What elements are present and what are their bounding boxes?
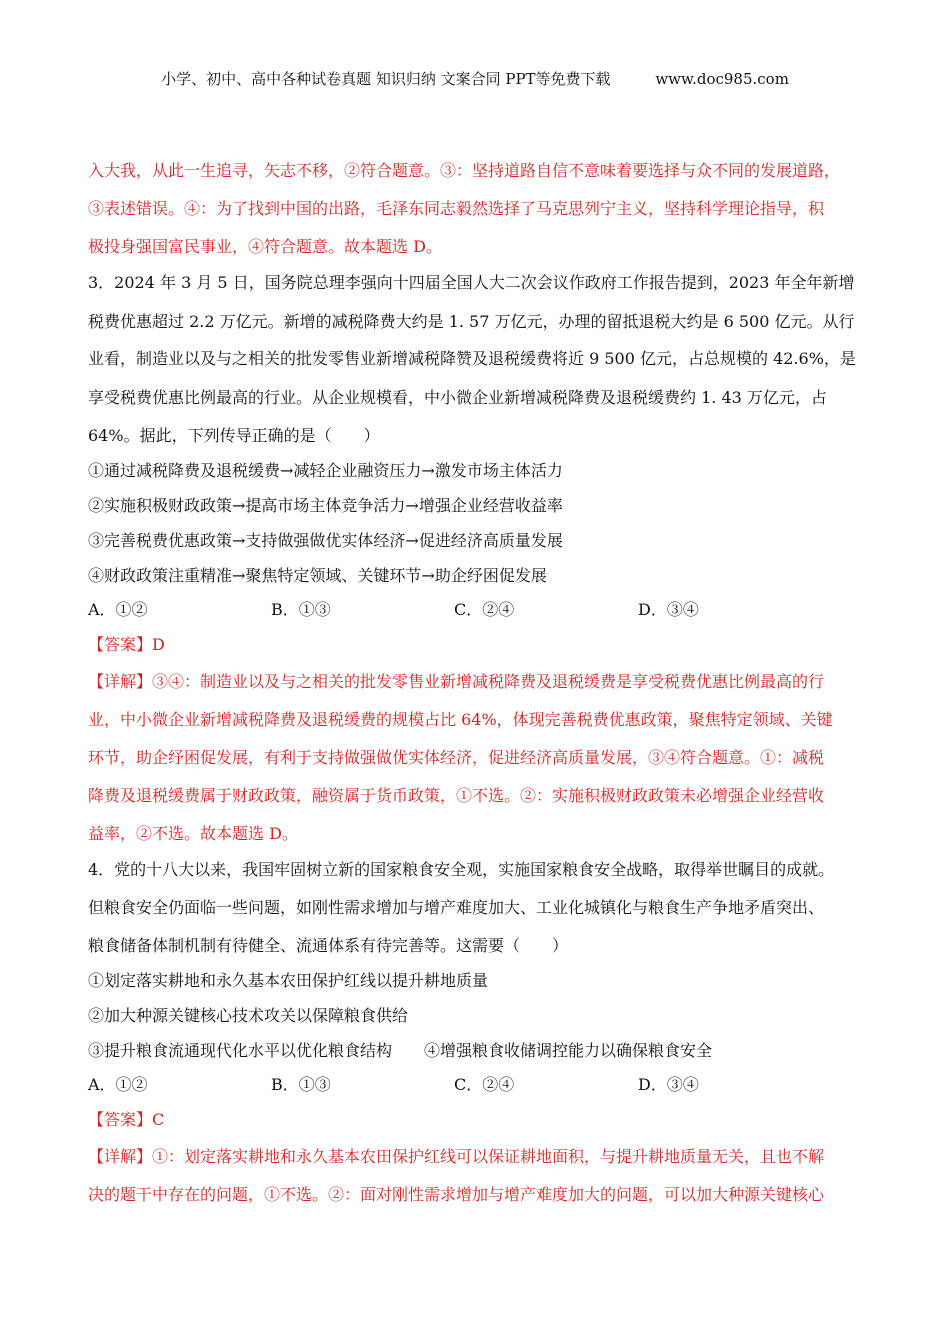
question-4-line: 4．党的十八大以来，我国牢固树立新的国家粮食安全观，实施国家粮食安全战略，取得举世瞩目的成就。 — [88, 860, 835, 879]
header-text: 小学、初中、高中各种试卷真题 知识归纳 文案合同 PPT等免费下载 — [161, 70, 611, 88]
q4-explanation: 【详解】①：划定落实耕地和永久基本农田保护红线可以保证耕地面积，与提升耕地质量无关，且也不解 — [88, 1147, 825, 1166]
question-3-item: ②实施积极财政政策→提高市场主体竞争活力→增强企业经营收益率 — [88, 496, 563, 515]
question-3-item: ③完善税费优惠政策→支持做强做优实体经济→促进经济高质量发展 — [88, 531, 563, 550]
question-3-line: 业看，制造业以及与之相关的批发零售业新增减税降赞及退税缓费将近 9 500 亿元，占总规模的 42.6%，是 — [88, 349, 856, 368]
q4-explanation: 决的题干中存在的问题，①不选。②：面对刚性需求增加与增产难度加大的问题，可以加大种源关键核心 — [88, 1185, 825, 1204]
question-3-line: 3．2024 年 3 月 5 日，国务院总理李强向十四届全国人大二次会议作政府工作报告提到，2023 年全年新增 — [88, 273, 855, 292]
page-header — [0, 68, 950, 89]
q3-option-a: A．①② — [88, 600, 148, 619]
q3-option-d: D．③④ — [638, 600, 699, 619]
text-line: 入大我，从此一生追寻，矢志不移，②符合题意。③：坚持道路自信不意味着要选择与众不同的发展道路， — [88, 161, 841, 180]
question-4-item: ②加大种源关键核心技术攻关以保障粮食供给 — [88, 1006, 409, 1025]
question-3-line: 税费优惠超过 2.2 万亿元。新增的减税降费大约是 1. 57 万亿元，办理的留抵退税大约是 6 500 亿元。从行 — [88, 312, 855, 331]
question-3-item: ④财政政策注重精准→聚焦特定领域、关键环节→助企纾困促发展 — [88, 566, 547, 585]
q4-option-b: B．①③ — [271, 1075, 331, 1094]
text-line: ③表述错误。④：为了找到中国的出路，毛泽东同志毅然选择了马克思列宁主义，坚持科学理论指导，积 — [88, 199, 825, 218]
question-3-line: 64%。据此，下列传导正确的是（ ） — [88, 426, 380, 445]
q3-explanation: 【详解】③④：制造业以及与之相关的批发零售业新增减税降费及退税缓费是享受税费优惠比例最高的行 — [88, 672, 825, 691]
question-4-line: 粮食储备体制机制有待健全、流通体系有待完善等。这需要（ ） — [88, 936, 569, 955]
header-site[interactable]: www.doc985.com — [655, 70, 789, 88]
q4-option-a: A．①② — [88, 1075, 148, 1094]
q3-explanation: 业，中小微企业新增减税降费及退税缓费的规模占比 64%，体现完善税费优惠政策，聚焦特定领域、关键 — [88, 710, 833, 729]
question-3-item: ①通过减税降费及退税缓费→减轻企业融资压力→激发市场主体活力 — [88, 461, 563, 480]
q3-answer: 【答案】D — [88, 635, 165, 654]
q3-explanation: 降费及退税缓费属于财政政策，融资属于货币政策，①不选。②：实施积极财政政策未必增强企业经营收 — [88, 786, 825, 805]
q4-option-c: C．②④ — [454, 1075, 515, 1094]
q3-option-c: C．②④ — [454, 600, 515, 619]
text-line: 极投身强国富民事业，④符合题意。故本题选 D。 — [88, 237, 442, 256]
q4-option-d: D．③④ — [638, 1075, 699, 1094]
q3-explanation: 益率，②不选。故本题选 D。 — [88, 824, 298, 843]
question-4-item: ①划定落实耕地和永久基本农田保护红线以提升耕地质量 — [88, 971, 489, 990]
q3-explanation: 环节，助企纾困促发展，有利于支持做强做优实体经济，促进经济高质量发展，③④符合题意。①：减税 — [88, 748, 825, 767]
q3-option-b: B．①③ — [271, 600, 331, 619]
question-4-item: ③提升粮食流通现代化水平以优化粮食结构 ④增强粮食收储调控能力以确保粮食安全 — [88, 1041, 713, 1060]
question-4-line: 但粮食安全仍面临一些问题，如刚性需求增加与增产难度加大、工业化城镇化与粮食生产争地矛盾突出、 — [88, 898, 825, 917]
q4-answer: 【答案】C — [88, 1110, 165, 1129]
question-3-line: 享受税费优惠比例最高的行业。从企业规模看，中小微企业新增减税降费及退税缓费约 1. 43 万亿元，占 — [88, 388, 827, 407]
